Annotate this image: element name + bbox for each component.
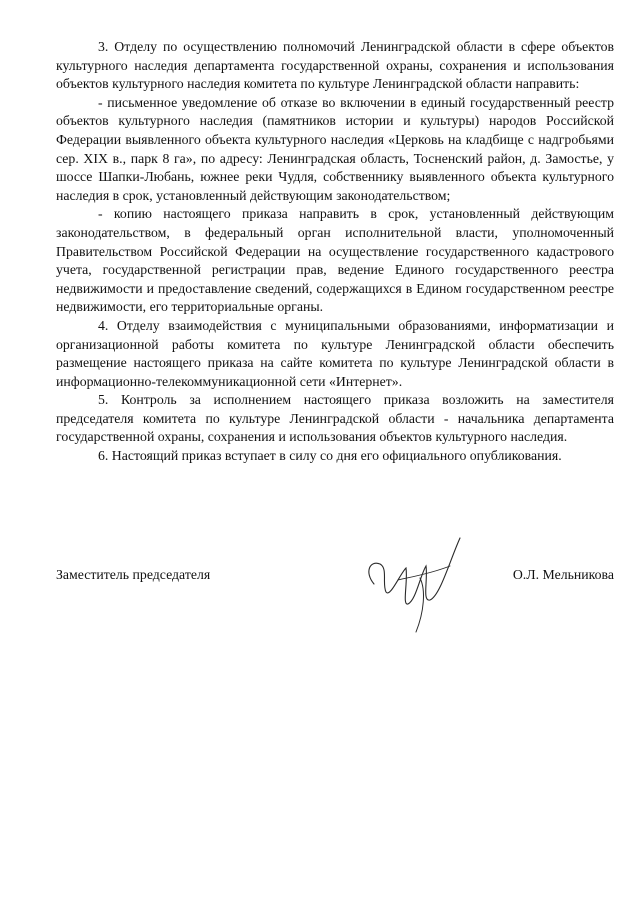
signatory-name: О.Л. Мельникова <box>512 567 614 582</box>
paragraph-item-6: 6. Настоящий приказ вступает в силу со дня его официального опубликования. <box>98 448 562 464</box>
paragraph-item-5: 5. Контроль за исполнением настоящего приказа возложить на заместителя председателя комитета по культуре Ленинградской области - начальника департамента государственной охраны, сохранения и использования объектов культурного наследия. <box>56 392 614 445</box>
handwritten-signature <box>360 520 470 645</box>
paragraph-item-3: 3. Отделу по осуществлению полномочий Ленинградской области в сфере объектов культурного наследия департамента государственной охраны, сохранения и использования объектов культурного наследия комитета по культуре Ленинградской области направить: <box>56 39 614 92</box>
paragraph-notification: - письменное уведомление об отказе во включении в единый государственный реестр объектов культурного наследия (памятников истории и культуры) народов Российской Федерации выявленного объекта культурного наследия «Церковь на кладбище с надгробьями сер. XIX в., парк 8 га», по адресу: Ленинградская область, Тосненский район, д. Замостье, у шоссе Шапки-Любань, южнее реки Чудля, собственнику выявленного объекта культурного наследия в срок, установленный действующим законодательством; <box>56 94 614 203</box>
paragraph-copy-order: - копию настоящего приказа направить в срок, установленный действующим законодательством, в федеральный орган исполнительной власти, уполномоченный Правительством Российской Федерации на осуществление государственного кадастрового учета, государственной регистрации прав, ведение Единого государственного реестра недвижимости и предоставление сведений, содержащихся в Едином государственном реестре недвижимости, его территориальные органы. <box>56 206 614 315</box>
document-body <box>56 38 614 466</box>
signatory-position: Заместитель председателя <box>56 567 211 582</box>
paragraph-item-4: 4. Отделу взаимодействия с муниципальными образованиями, информатизации и организационной работы комитета по культуре Ленинградской области обеспечить размещение настоящего приказа на сайте комитета по культуре Ленинградской области в информационно-телекоммуникационной сети «Интернет». <box>56 317 614 389</box>
